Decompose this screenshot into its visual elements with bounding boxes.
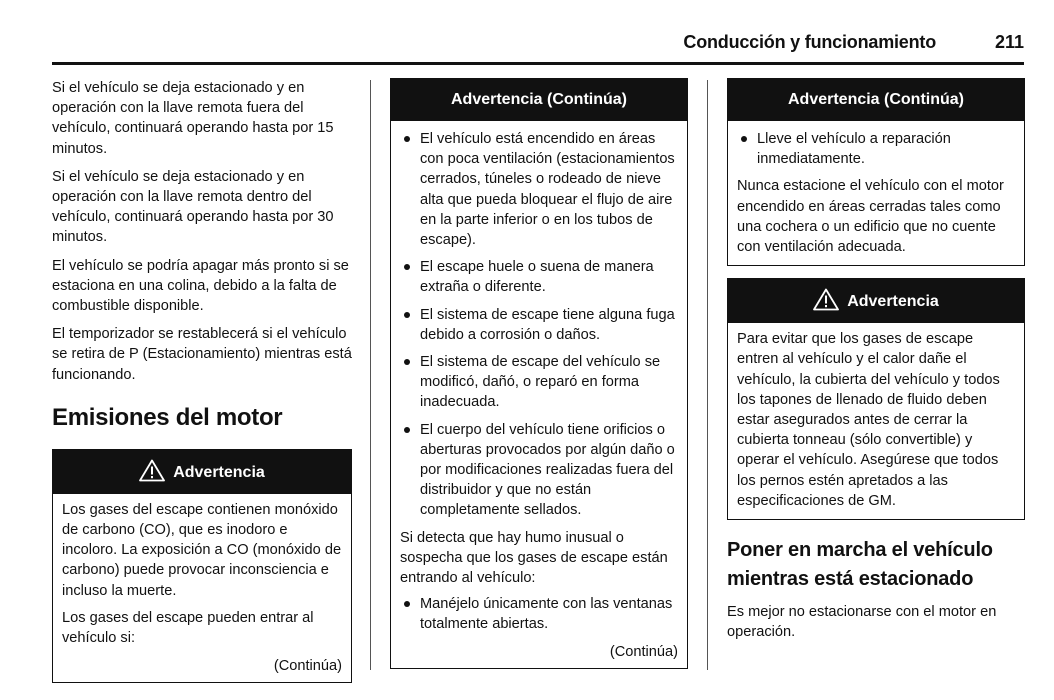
list-item: Lleve el vehículo a reparación inmediatamente. (737, 129, 1015, 169)
warning-box-continued (390, 78, 688, 669)
column-left (52, 78, 352, 683)
continues-label: (Continúa) (609, 643, 678, 660)
warning-box-continued (727, 78, 1025, 266)
warning-body (391, 121, 687, 668)
column-divider-left (370, 80, 371, 670)
warning-title: Advertencia (847, 293, 939, 311)
warning-paragraph-tonneau: Para evitar que los gases de escape entren al vehículo y el calor dañe el vehículo, la cubierta del vehículo y todos los tapones de llenado de fluido deben estar asegurados antes de cerrar la cubierta tonneau (sólo convertible) y operar el vehículo. Asegúrese que todos los pernos estén apretados a las especificaciones de GM. (737, 331, 1000, 509)
paragraph-remote-outside: Si el vehículo se deja estacionado y en operación con la llave remota fuera del vehículo, continuará operando hasta por 15 minutos. (52, 80, 334, 157)
paragraph-remote-inside: Si el vehículo se deja estacionado y en operación con la llave remota dentro del vehículo, continuará operando hasta por 30 minutos. (52, 168, 334, 246)
list-item: El vehículo está encendido en áreas con poca ventilación (estacionamientos cerrados, túneles o rodeado de nieve alta que pueda bloquear el flujo de aire en la parte inferior o en los tubos de escape). (400, 129, 678, 250)
warning-header (53, 450, 351, 494)
list-item: El sistema de escape tiene alguna fuga debido a corrosión o daños. (400, 305, 678, 345)
warning-paragraph-enclosed: Nunca estacione el vehículo con el motor encendido en áreas cerradas tales como una cochera o un edificio que no cuente con ventilación adecuada. (737, 178, 1004, 256)
warning-header: Advertencia (Continúa) (391, 79, 687, 121)
column-right (727, 78, 1025, 650)
warning-box-tonneau (727, 278, 1025, 520)
paragraph-timer-reset: El temporizador se restablecerá si el vehículo se retira de P (Estacionamiento) mientras está funcionando. (52, 326, 352, 383)
warning-paragraph-co: Los gases del escape contienen monóxido de carbono (CO), que es inodoro e incoloro. La exposición a CO (monóxido de carbono) puede provocar inconsciencia e incluso la muerte. (62, 501, 342, 599)
bullet-list (400, 594, 678, 634)
warning-body (53, 494, 351, 683)
warning-header (728, 279, 1024, 323)
running-header-title: Conducción y funcionamiento (683, 32, 936, 52)
page-number: 211 (994, 32, 1024, 52)
warning-paragraph-smoke: Si detecta que hay humo inusual o sospecha que los gases de escape están entrando al vehículo: (400, 529, 668, 587)
warning-header: Advertencia (Continúa) (728, 79, 1024, 121)
list-item: El escape huele o suena de manera extraña o diferente. (400, 257, 678, 297)
list-item: El sistema de escape del vehículo se modificó, dañó, o reparó en forma inadecuada. (400, 352, 678, 413)
list-item: Manéjelo únicamente con las ventanas totalmente abiertas. (400, 594, 678, 634)
column-divider-right (707, 80, 708, 670)
paragraph-best-not-park: Es mejor no estacionarse con el motor en operación. (727, 604, 997, 641)
paragraph-hill-fuel: El vehículo se podría apagar más pronto si se estaciona en una colina, debido a la falta de combustible disponible. (52, 257, 349, 315)
warning-body (728, 323, 1024, 519)
column-middle (390, 78, 688, 669)
page-header (52, 26, 1024, 65)
bullet-list (400, 129, 678, 521)
warning-paragraph-entry: Los gases del escape pueden entrar al vehículo si: (62, 609, 314, 647)
warning-triangle-icon (139, 459, 165, 482)
warning-body (728, 121, 1024, 265)
warning-triangle-icon (813, 288, 839, 311)
list-item: El cuerpo del vehículo tiene orificios o aberturas provocados por algún daño o por modificaciones realizadas fuera del distribuidor y que no están completamente sellados. (400, 420, 678, 521)
section-title-start-parked: Poner en marcha el vehículo mientras está estacionado (727, 539, 993, 591)
continues-label: (Continúa) (273, 658, 342, 675)
warning-box-emissions (52, 449, 352, 684)
section-title-emissions: Emisiones del motor (52, 403, 283, 431)
warning-title: Advertencia (173, 463, 265, 481)
bullet-list (737, 129, 1015, 169)
